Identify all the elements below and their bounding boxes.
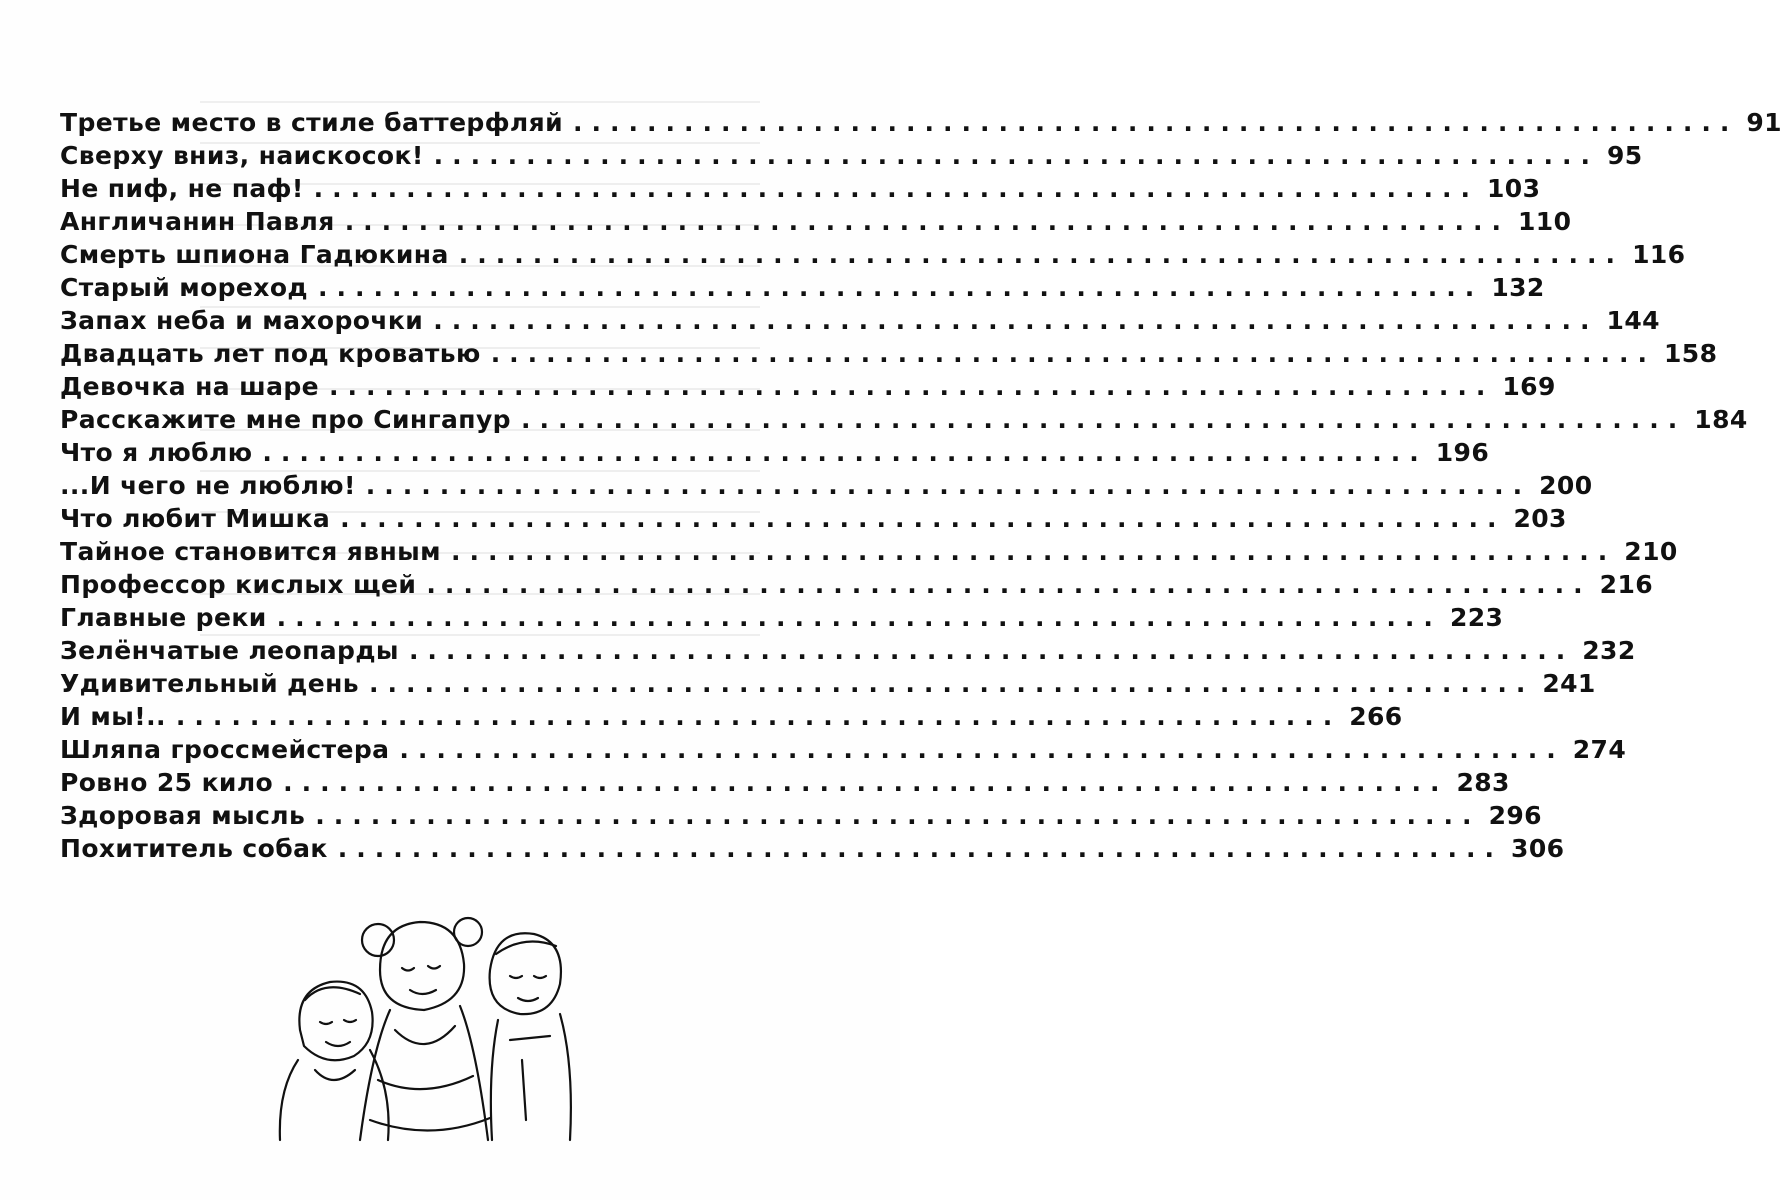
toc-entry[interactable] [60,240,1686,273]
toc-page-number: 216 [1599,570,1654,599]
toc-title: Расскажите мне про Сингапур [60,405,511,434]
toc-title: Похититель собак [60,834,328,863]
dot-leader: ............................................................... [365,471,1532,500]
toc-title: Тайное становится явным [60,537,441,566]
toc-page-number: 116 [1632,240,1686,269]
toc-title: И мы!.. [60,702,166,731]
toc-page-number: 203 [1513,504,1567,533]
toc-page-number: 241 [1542,669,1596,698]
toc-title: Сверху вниз, наискосок! [60,141,424,170]
dot-leader: ............................................................... [490,339,1657,368]
dot-leader: ............................................................... [175,702,1342,731]
toc-page-number: 306 [1511,834,1565,863]
toc-entry[interactable] [60,141,1643,174]
toc-entry[interactable] [60,735,1627,768]
dot-leader: ............................................................... [369,669,1535,698]
toc-title: Девочка на шаре [60,372,320,401]
toc-page-number: 232 [1582,636,1636,665]
dot-leader: ............................................................... [458,240,1625,269]
toc-page-number: 110 [1518,207,1572,236]
toc-page-number: 283 [1456,768,1510,797]
toc-page-number: 196 [1435,438,1490,467]
toc-entry[interactable] [60,306,1660,339]
toc-entry[interactable] [60,372,1556,405]
toc-title: Что любит Мишка [60,504,331,533]
toc-page-number: 223 [1449,603,1504,632]
dot-leader: ............................................................... [317,273,1484,302]
toc-entry[interactable] [60,801,1542,834]
toc-entry[interactable] [60,636,1636,669]
toc-title: Удивительный день [60,669,360,698]
toc-entry[interactable] [60,405,1748,438]
toc-title: Профессор кислых щей [60,570,417,599]
dot-leader: ............................................................... [344,207,1511,236]
dot-leader: ............................................................... [262,438,1428,467]
toc-entry[interactable] [60,603,1504,636]
toc-entry[interactable] [60,207,1572,240]
dot-leader: ............................................................... [315,801,1481,830]
toc-page-number: 274 [1572,735,1627,764]
toc-entry[interactable] [60,273,1545,306]
toc-page-number: 296 [1488,801,1542,830]
dot-leader: ............................................................... [399,735,1565,764]
toc-entry[interactable] [60,471,1593,504]
toc-title: Англичанин Павля [60,207,335,236]
toc-page-number: 103 [1487,174,1541,203]
table-of-contents [60,108,1782,867]
toc-entry[interactable] [60,702,1403,735]
toc-entry[interactable] [60,570,1654,603]
dot-leader: ............................................................... [433,306,1599,335]
dot-leader: ............................................................... [426,570,1592,599]
dot-leader: ............................................................... [450,537,1617,566]
toc-title: Старый мореход [60,273,308,302]
toc-title: Не пиф, не паф! [60,174,304,203]
toc-entry[interactable] [60,438,1490,471]
dot-leader: ............................................................... [520,405,1687,434]
dot-leader: ............................................................... [340,504,1506,533]
toc-entry[interactable] [60,537,1678,570]
dot-leader: ............................................................... [337,834,1504,863]
toc-entry[interactable] [60,108,1782,141]
toc-title: Что я люблю [60,438,253,467]
three-children-drawing-icon [260,910,580,1150]
dot-leader: ............................................................... [408,636,1575,665]
toc-title: Смерть шпиона Гадюкина [60,240,449,269]
toc-title: Главные реки [60,603,267,632]
toc-page-number: 95 [1607,141,1643,170]
toc-title: Запах неба и махорочки [60,306,424,335]
toc-page-number: 200 [1539,471,1593,500]
toc-entry[interactable] [60,504,1567,537]
toc-page-number: 158 [1664,339,1718,368]
toc-page-number: 184 [1694,405,1748,434]
toc-page-number: 210 [1624,537,1678,566]
dot-leader: ............................................................... [283,768,1449,797]
toc-title: Шляпа гроссмейстера [60,735,390,764]
toc-title: Двадцать лет под кроватью [60,339,481,368]
toc-page-number: 266 [1349,702,1403,731]
toc-entry[interactable] [60,669,1596,702]
toc-entry[interactable] [60,339,1718,372]
toc-entry[interactable] [60,768,1510,801]
toc-page-number: 144 [1606,306,1660,335]
toc-title: Ровно 25 кило [60,768,274,797]
dot-leader: ............................................................... [329,372,1495,401]
toc-page-number: 91 [1746,108,1782,137]
toc-title: Здоровая мысль [60,801,306,830]
toc-title: Третье место в стиле баттерфляй [60,108,564,137]
dot-leader: ............................................................... [313,174,1479,203]
toc-title: Зелёнчатые леопарды [60,636,399,665]
toc-page-number: 132 [1491,273,1545,302]
toc-entry[interactable] [60,834,1565,867]
dot-leader: ............................................................... [276,603,1442,632]
dot-leader: ............................................................... [433,141,1599,170]
toc-title: ...И чего не люблю! [60,471,356,500]
toc-page-number: 169 [1502,372,1556,401]
toc-entry[interactable] [60,174,1541,207]
dot-leader: ............................................................... [573,108,1739,137]
